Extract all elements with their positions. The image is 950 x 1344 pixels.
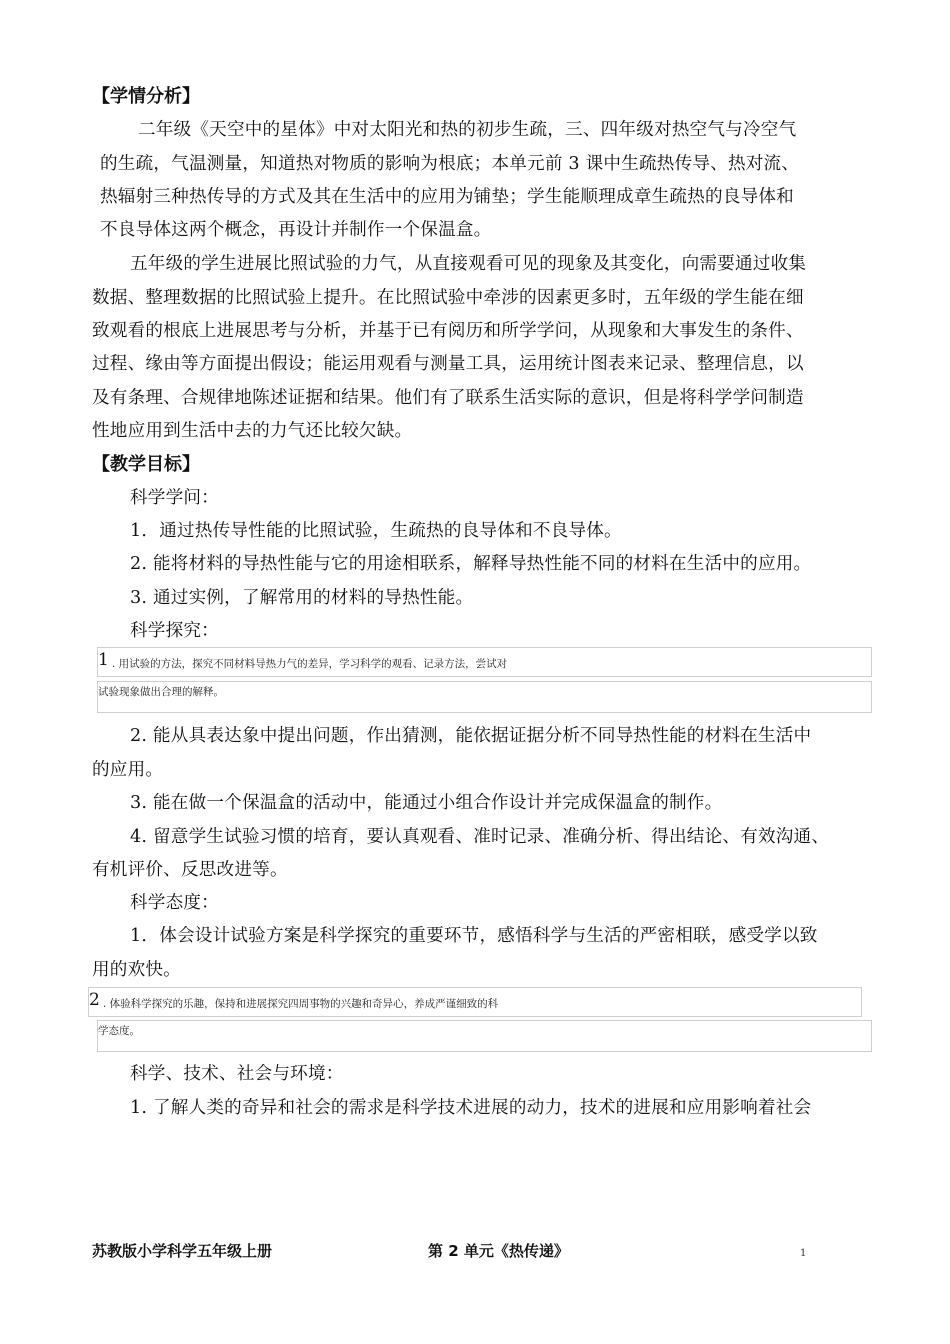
footer-left: 苏教版小学科学五年级上册 [92,1242,273,1260]
analysis-p1-line-3: 热辐射三种热传导的方式及其在生活中的应用为铺垫；学生能顺理成章生疏热的良导体和 [100,187,794,207]
inquiry-title: 科学探究： [130,621,219,641]
analysis-p2-line-6: 性地应用到生活中去的力气还比较欠缺。 [92,421,413,441]
attitude-item2-line1: . 体验科学探究的乐趣，保持和进展探究四周事物的兴趣和奇异心，养成严谨细致的科 [103,998,499,1010]
inquiry-item2-line2: 的应用。 [92,760,164,780]
attitude-item2-line2: 学态度。 [98,1025,140,1037]
attitude-item2-number: 2 [89,990,100,1010]
inquiry-item4-line2: 有机评价、反思改进等。 [92,860,288,880]
knowledge-item-2: 2. 能将材料的导热性能与它的用途相联系，解释导热性能不同的材料在生活中的应用。 [130,554,812,574]
analysis-p2-line-1: 五年级的学生进展比照试验的力气，从直接观看可见的现象及其变化，向需要通过收集 [130,254,807,274]
footer-center: 第 2 单元《热传递》 [428,1242,569,1260]
inquiry-item2-line1: 2. 能从具表达象中提出问题，作出猜测，能依据证据分析不同导热性能的材料在生活中 [130,726,812,746]
analysis-p2-line-3: 致观看的根底上进展思考与分析，并基于已有阅历和所学学问，从现象和大事发生的条件、 [92,321,804,341]
attitude-item1-line1: 1．体会设计试验方案是科学探究的重要环节，感悟科学与生活的严密相联，感受学以致 [130,926,818,946]
analysis-p2-line-5: 及有条理、合规律地陈述证据和结果。他们有了联系生活实际的意识，但是将科学学问制造 [92,388,804,408]
analysis-p1-line-2: 的生疏，气温测量，知道热对物质的影响为根底；本单元前 3 课中生疏热传导、热对流、 [100,154,800,174]
attitude-item2-box-bottom [97,1020,872,1052]
knowledge-item-3: 3. 通过实例，了解常用的材料的导热性能。 [130,588,474,608]
sts-item-1: 1. 了解人类的奇异和社会的需求是科学技术进展的动力，技术的进展和应用影响着社会 [130,1098,812,1118]
inquiry-item1-line1: . 用试验的方法，探究不同材料导热力气的差异，学习科学的观看、记录方法，尝试对 [112,658,508,670]
inquiry-item1-box-top [97,647,872,677]
knowledge-title: 科学学问： [130,488,219,508]
inquiry-item3: 3. 能在做一个保温盒的活动中，能通过小组合作设计并完成保温盒的制作。 [130,793,723,813]
analysis-p2-line-2: 数据、整理数据的比照试验上提升。在比照试验中牵涉的因素更多时，五年级的学生能在细 [92,288,804,308]
attitude-item2-box-top [88,987,862,1017]
inquiry-item1-box-bottom [97,681,872,713]
inquiry-item4-line1: 4. 留意学生试验习惯的培育，要认真观看、准时记录、准确分析、得出结论、有效沟通、 [130,827,830,847]
goals-heading: 【教学目标】 [92,454,200,475]
analysis-heading: 【学情分析】 [92,86,200,107]
attitude-item1-line2: 用的欢快。 [92,960,181,980]
page-number: 1 [800,1248,807,1259]
inquiry-item1-number: 1 [98,650,109,670]
analysis-p2-line-4: 过程、缘由等方面提出假设；能运用观看与测量工具，运用统计图表来记录、整理信息，以 [92,354,804,374]
knowledge-item-1: 1．通过热传导性能的比照试验，生疏热的良导体和不良导体。 [130,521,622,541]
inquiry-item1-line2: 试验现象做出合理的解释。 [98,686,224,698]
attitude-title: 科学态度： [130,893,219,913]
analysis-p1-line-4: 不良导体这两个概念，再设计并制作一个保温盒。 [100,220,492,240]
analysis-p1-line-1: 二年级《天空中的星体》中对太阳光和热的初步生疏，三、四年级对热空气与冷空气 [138,120,797,140]
sts-title: 科学、技术、社会与环境： [130,1064,344,1084]
